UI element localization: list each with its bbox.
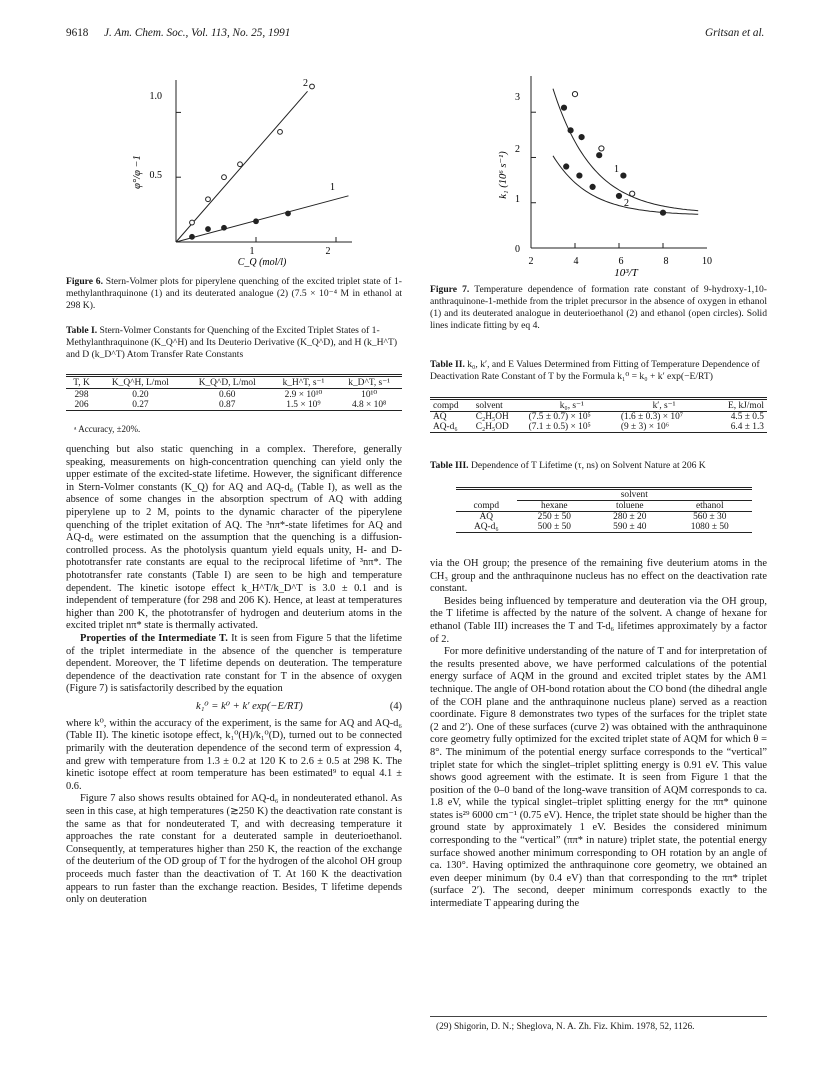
fig7-ytick-1: 1: [515, 194, 520, 205]
t1-r1c0: 206: [74, 400, 89, 410]
left-paragraph-4: Figure 7 also shows results obtained for AQ-d₆ in nondeuterated ethanol. As seen in this case, at high temperatures (≳250 K) the deactivation rate constant is the same as that for nondeuterated T, and with decreasing temperature it approaches the rate constant for a deuterated sample in deuterioethanol. Consequently, at temperatures higher than 250 K, the reaction of the exchange of the deuterium of the OD group of T for the hydrogen of the alcohol OH group proceeds much faster than the deactivation of T. At 160 K the deactivation appears to run faster than the exchange reaction. Besides, T lifetime depends only on deuteration: [66, 793, 402, 906]
t1-h1: K_Q^H, L/mol: [111, 377, 169, 388]
fig6-curve-label-2: 2: [303, 78, 308, 89]
right-paragraph-1: via the OH group; the presence of the remaining five deuterium atoms in the CH₃ group and the anthraquinone nucleus has no effect on the deactivation rate constant.: [430, 558, 767, 595]
figure-7-plot: [494, 60, 714, 282]
t3-h3: ethanol: [695, 501, 724, 511]
t3-h2: toluene: [615, 501, 644, 511]
t2-r1c4: 6.4 ± 1.3: [730, 422, 764, 432]
figure-7-caption-text: Temperature dependence of formation rate constant of 9-hydroxy-1,10-anthraquinone-1-methide from the triplet precursor in the absence of oxygen in ethanol (1) and its deuterated analogue in deuterioethanol (2) and ethanol (open circles). Solid lines indicate fitting by eq 4.: [430, 284, 767, 331]
table-2-title: [430, 359, 767, 383]
authors-text: Gritsan et al.: [705, 27, 765, 39]
table-2-header-row: [430, 399, 767, 412]
t1-r0c1: 0.20: [132, 389, 149, 400]
right-paragraph-2: Besides being influenced by temperature and deuteration via the OH group, the T lifetime is affected by the nature of the solvent. A change of hexane for ethanol (Table III) increases the T and T-d₆ lifetimes approximately by a factor of 2.: [430, 595, 767, 645]
fig7-point-s1-1: [577, 173, 582, 178]
fig7-ytick-2: 2: [515, 144, 520, 155]
right-column-text: [430, 558, 767, 911]
table-2: [430, 397, 767, 433]
table-row: [430, 412, 767, 423]
fig7-xtick-8: 8: [663, 256, 669, 267]
fig6-xlabel: C_Q (mol/l): [237, 257, 287, 268]
left-paragraph-1: quenching but also static quenching in a complex. Therefore, generally speaking, measurements on high-concentration quenching can yield only the upper estimate of the excited-state lifetime. However, the significant difference in Stern-Volmer constants (K_Q) for AQ and AQ-d₆ (Table I), as well as the absence of some changes in the absorption spectrum of AQ with adding piperylene up to 2 M, points to the dynamic character of the piperylene quenching of the triplet exitation of AQ. The ³nπ*-state lifetimes for AQ and AQ-d₆ were estimated on the assumption that the quenching is a diffusion-controlled process. As the photolysis quantum yield equals unity, H- and D-phototransfer rate constants are equal to the reciprocal lifetime of ³nπ*. The phototransfer rate constants (Table I) are seen to be high and temperature dependent. The kinetic isotope effect k_H^T/k_D^T is 3.0 ± 0.1 and is independent of temperature (for 298 and 206 K). Hence, at least at temperatures higher than 200 K, the phototransfer of hydrogen and deuterium atoms in the excited triplet nπ* state is thermally activated.: [66, 444, 402, 632]
fig6-point-s2-5: [310, 84, 315, 89]
journal-citation: [104, 27, 290, 39]
fig7-ytick-0: 0: [515, 244, 520, 255]
fig7-point-s2-2: [630, 191, 635, 196]
fig7-point-s2-0: [572, 92, 577, 97]
table-1-header-row: [66, 376, 402, 389]
fig6-ylabel: φ°/φ −1: [132, 155, 143, 189]
t2-r1c0: AQ-d₆: [433, 422, 458, 432]
fig7-curve-label-2: 2: [624, 198, 629, 209]
left-paragraph-3: where k⁰, within the accuracy of the experiment, is the same for AQ and AQ-d₆ (Table II). The kinetic isotope effect, k₁⁰(H)/k₁⁰(D), turned out to be connected primarily with the deuteration dependence of the second term of expression 4, and grew with temperature from 1.3 ± 0.2 at 120 K to 2.6 ± 0.5 at 298 K. The kinetic isotope effect at room temperature has been estimated⁹ to equal 4.1 ± 0.6.: [66, 717, 402, 792]
running-authors: [705, 27, 764, 39]
t3-r1c1: 500 ± 50: [537, 522, 571, 532]
fig6-curve-label-1: 1: [330, 182, 335, 193]
t3-r0c2: 280 ± 20: [613, 512, 647, 522]
t1-r0c2: 0.60: [219, 389, 236, 400]
fig7-point-s1-2: [590, 184, 595, 189]
figure-6-label: Figure 6.: [66, 276, 103, 287]
fig7-point-s0-1: [568, 128, 573, 133]
t3-group-header: solvent: [517, 489, 752, 501]
t3-r1c0: AQ-d₆: [473, 522, 499, 532]
table-row: [456, 522, 752, 533]
fig7-point-s2-1: [599, 146, 604, 151]
table-2-title-text: k₀, k′, and E Values Determined from Fitting of Temperature Dependence of Deactivation Rate Constant of T by the Formula k₁⁰ = k₀ + k′ exp(−E/RT): [430, 359, 760, 382]
fig6-point-s2-3: [238, 162, 243, 167]
t1-h4: k_D^T, s⁻¹: [348, 378, 390, 388]
t3-r1c3: 1080 ± 50: [690, 522, 729, 532]
left-paragraph-2-text: It is seen from Figure 5 that the lifetime of the triplet intermediate in the absence of the quencher is temperature dependent. Moreover, the T lifetime depends on deuteration. The temperature dependence of the deactivation rate constant for T in the absence of oxygen (Figure 7) is satisfactorily described by the equation: [66, 632, 402, 695]
fig6-point-s1-0: [190, 234, 195, 239]
journal-text: J. Am. Chem. Soc., Vol. 113, No. 25, 1991: [104, 27, 291, 39]
t2-h0: compd: [433, 400, 459, 411]
t2-r0c3: (1.6 ± 0.3) × 10⁷: [620, 412, 684, 422]
t1-r0c0: 298: [74, 389, 89, 400]
fig7-ytick-3: 3: [515, 92, 520, 103]
fig6-fit-line-2: [176, 91, 308, 242]
t1-r1c4: 4.8 × 10⁸: [351, 400, 387, 410]
fig7-xtick-4: 4: [573, 256, 579, 267]
t3-r0c0: AQ: [479, 512, 494, 522]
right-paragraph-3: For more definitive understanding of the nature of T and for interpretation of the results presented above, we have performed calculations of the potential energy surface of AQM in the ground and excited triplet states by the AM1 technique. The angle of OH-bond rotation about the CO bond (the dihedral angle of the COH plane and the anthraquinone nucleus plane) served as a reaction coordinate. Figure 8 demonstrates two types of the surfaces for the triplet state (2 and 2′). One of these surfaces (curve 2) was obtained with the anthraquinone core geometry fully optimized for the excited triplet state of AQM for which θ = 8°. The minimum of the potential energy surface corresponds to the “vertical” triplet state for which the singlet–triplet splitting energy is 0.91 eV. This value shows good agreement with the estimate. It is seen from Figure 1 that the position of the 0–0 band of the long-wave transition of AQM corresponds to ca. 1.8 eV, while the typical singlet–triplet splitting energy for the ππ* quinone states is²⁹ 6000 cm⁻¹ (0.75 eV). Hence, the triplet state should be higher than the ground state by approximately 1 eV. Besides the considered minimum corresponding to the “vertical” (ππ* in nature) triplet state, the potential energy surface showed another minimum corresponding to OH rotation by an angle of ca. 130°. Having optimized the anthraquinone core geometry, we obtained an even deeper minimum (by 0.4 eV) than that corresponding to the ππ* triplet (surface 2′). The second, deeper minimum corresponds exactly to the intermediate T appearing during the: [430, 646, 767, 910]
table-2-label: Table II.: [430, 359, 465, 370]
t3-h0: compd: [473, 500, 500, 511]
fig7-point-s0-0: [561, 105, 566, 110]
fig7-point-s0-4: [621, 173, 626, 178]
fig6-point-s1-1: [206, 227, 211, 232]
page-number: 9618: [66, 27, 89, 39]
fig6-point-s1-4: [286, 211, 291, 216]
t3-r1c2: 590 ± 40: [613, 522, 647, 532]
table-3-group-row: [456, 489, 752, 501]
table-1-title: [66, 325, 402, 361]
t2-r0c4: 4.5 ± 0.5: [730, 412, 764, 422]
fig6-point-s2-1: [206, 197, 211, 202]
t2-r1c1: C₂H₅OD: [475, 422, 509, 432]
table-row: [456, 512, 752, 523]
t3-h1: hexane: [541, 501, 568, 511]
t2-r0c1: C₂H₅OH: [475, 412, 509, 422]
t2-h2: k₀, s⁻¹: [559, 401, 584, 411]
table-row: [430, 422, 767, 433]
fig6-ytick-1: 1.0: [149, 91, 162, 102]
fig6-point-s1-3: [254, 219, 259, 224]
fig7-xtick-10: 10: [702, 256, 712, 267]
fig7-point-s1-4: [660, 210, 665, 215]
t1-r1c1: 0.27: [132, 400, 149, 410]
fig7-curve-label-1: 1: [614, 164, 619, 175]
table-3-title: [430, 460, 767, 472]
fig6-xtick-2: 2: [325, 246, 331, 257]
fig7-xtick-2: 2: [528, 256, 534, 267]
footnote-reference: (29) Shigorin, D. N.; Sheglova, N. A. Zh. Fiz. Khim. 1978, 52, 1126.: [436, 1022, 695, 1032]
t3-r0c3: 560 ± 30: [693, 512, 727, 522]
t2-r1c3: (9 ± 3) × 10⁶: [620, 422, 669, 432]
section-heading: Properties of the Intermediate T.: [80, 632, 228, 644]
t1-r0c3: 2.9 × 10¹⁰: [284, 390, 323, 400]
fig7-xtick-6: 6: [618, 256, 624, 267]
table-3-header-row: [456, 501, 752, 512]
table-3: [456, 487, 752, 533]
left-paragraph-2: [66, 633, 402, 696]
t2-r0c0: AQ: [433, 412, 447, 422]
table-1: [66, 374, 402, 411]
t2-h1: solvent: [475, 400, 503, 411]
fig6-point-s1-2: [222, 225, 227, 230]
t1-r1c3: 1.5 × 10⁹: [286, 400, 321, 410]
fig7-xlabel: 10³/T: [614, 267, 638, 279]
fig6-point-s2-4: [278, 129, 283, 134]
fig7-fit-curve-1: [553, 89, 698, 211]
fig7-point-s1-0: [564, 164, 569, 169]
fig7-point-s1-3: [616, 193, 621, 198]
table-1-footnote: ᵃ Accuracy, ±20%.: [74, 424, 141, 434]
footnote-rule: [430, 1016, 767, 1017]
figure-6-caption: [66, 276, 402, 312]
fig6-point-s2-2: [222, 175, 227, 180]
t3-empty: [456, 489, 517, 501]
t1-r0c4: 10¹⁰: [361, 390, 378, 400]
t1-h2: K_Q^D, L/mol: [198, 377, 256, 388]
t2-r0c2: (7.5 ± 0.7) × 10⁵: [528, 412, 591, 422]
fig7-point-s0-2: [579, 135, 584, 140]
fig6-ytick-2: 0.5: [149, 170, 162, 181]
figure-6-caption-text: Stern-Volmer plots for piperylene quenching of the excited triplet state of 1-methylanthraquinone (1) and its deuterated analogue (2) (7.5 × 10⁻⁴ M in ethanol at 298 K).: [66, 276, 402, 311]
fig6-xtick-1: 1: [249, 246, 255, 257]
table-3-title-text: Dependence of T Lifetime (τ, ns) on Solvent Nature at 206 K: [470, 460, 706, 471]
figure-7-label: Figure 7.: [430, 284, 470, 295]
t1-r1c2: 0.87: [219, 400, 236, 410]
t1-h3: k_H^T, s⁻¹: [282, 378, 325, 388]
equation-number: (4): [389, 700, 402, 712]
t3-r0c1: 250 ± 50: [537, 512, 571, 522]
figure-6-plot: [112, 62, 362, 272]
t2-h3: k′, s⁻¹: [652, 401, 676, 411]
table-row: [66, 389, 402, 401]
t2-r1c2: (7.1 ± 0.5) × 10⁵: [528, 422, 591, 432]
figure-7-caption: [430, 284, 767, 332]
table-row: [66, 400, 402, 411]
fig6-fit-line-1: [176, 196, 348, 242]
t2-h4: E, kJ/mol: [728, 400, 764, 411]
equation-text: k₁⁰ = k⁰ + k′ exp(−E/RT): [196, 700, 303, 712]
t1-h0: T, K: [73, 377, 90, 388]
fig7-point-s0-3: [597, 153, 602, 158]
left-column-text: [66, 444, 402, 907]
fig7-ylabel: k₁ (10⁶ s⁻¹): [498, 151, 509, 199]
table-3-label: Table III.: [430, 460, 469, 471]
fig6-point-s2-0: [190, 220, 195, 225]
equation-4: [66, 696, 402, 718]
table-1-title-text: Stern-Volmer Constants for Quenching of the Excited Triplet States of 1-Methylanthraquinone (K_Q^H) and Its Deuterio Derivative (K_Q^D), and H (k_H^T) and D (k_D^T) Atom Transfer Rate Constants: [66, 325, 398, 360]
table-1-label: Table I.: [66, 325, 98, 336]
